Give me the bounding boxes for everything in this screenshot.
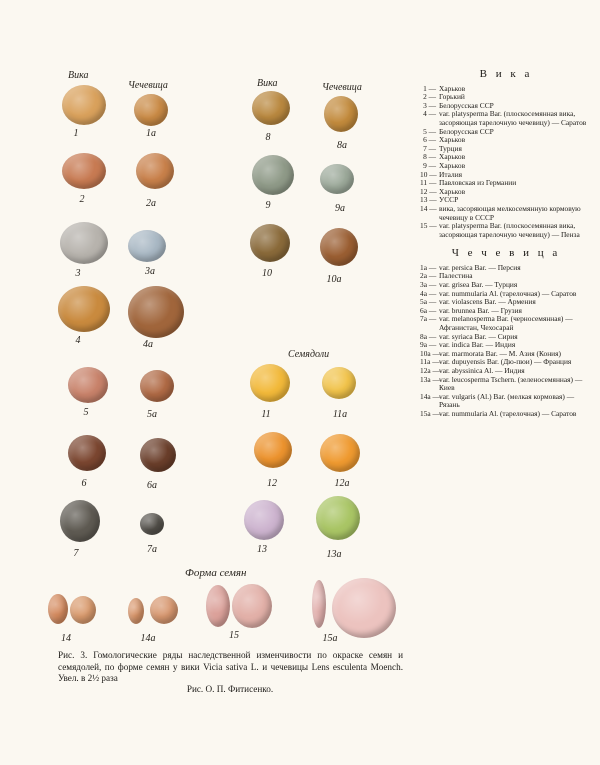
legend-vika-item-key: 1 — (423, 83, 436, 93)
legend-chechevica-item-text: var. marmorata Bar. — М. Азия (Кония) (439, 348, 561, 358)
seed-label-1а: 1а (146, 128, 156, 139)
legend-chechevica-title: Ч е ч е в и ц а (451, 247, 561, 260)
legend-chechevica-item-key: 13а — (420, 374, 440, 384)
seed-10 (250, 224, 290, 262)
seed-7а (140, 513, 164, 535)
legend-vika-item-text: УССР (439, 195, 459, 205)
seed-label-7: 7 (73, 548, 79, 559)
legend-chechevica-item-text: var. leucosperma Tschern. (зеленосемянная) — Киев (439, 374, 583, 393)
legend-chechevica-item-text: var. vulgaris (Al.) Bar. (мелкая кормовая) — Рязань (439, 391, 575, 410)
legend-vika-item (420, 205, 592, 222)
legend-chechevica-item-text: Палестина (439, 271, 473, 281)
legend-vika-item-text: Белорусская ССР (439, 100, 494, 110)
seed-label-6а: 6а (147, 480, 157, 491)
seed-6а (140, 438, 176, 472)
seed-11 (250, 364, 290, 402)
seed-8 (252, 91, 290, 125)
seed-label-3а: 3а (145, 266, 155, 277)
legend (420, 66, 592, 419)
form-seed-extra-1 (70, 596, 96, 624)
legend-chechevica-item (420, 393, 592, 410)
seed-11а (322, 367, 356, 399)
legend-chechevica-item-key: 10а — (420, 348, 440, 358)
seed-label-5а: 5а (147, 409, 157, 420)
legend-vika-title: В и к а (479, 68, 533, 80)
form-seed-extra-3 (232, 584, 272, 628)
seed-4а (128, 286, 184, 338)
seed-label-10: 10 (262, 268, 272, 279)
legend-vika-item-text: вика, засоряющая мелкосемянную кормовую чечевицу в СССР (439, 203, 581, 222)
seed-label-13а: 13а (326, 549, 342, 560)
header-chechevica-right: Чечевица (322, 82, 362, 93)
legend-chechevica-item-key: 14а — (420, 391, 440, 401)
legend-vika-item-text: Харьков (439, 83, 466, 93)
header-chechevica-left: Чечевица (128, 80, 168, 91)
seed-label-15: 15 (229, 630, 239, 641)
legend-chechevica-item-key: 15а — (420, 408, 440, 418)
legend-vika-item-key: 13 — (420, 195, 437, 205)
legend-vika-item-text: var. platysperma Bar. (плоскосемянная вика, засоряющая тарелочную чечевицу) — Пенза (439, 221, 580, 239)
legend-vika-item-key: 3 — (423, 100, 436, 110)
seed-1 (62, 85, 106, 125)
seed-10а (320, 228, 358, 266)
legend-chechevica-item (420, 376, 592, 393)
legend-chechevica-item-key: 11а — (420, 357, 440, 367)
legend-chechevica-item-text: var. violascens Bar. — Армения (439, 297, 536, 307)
seed-label-11: 11 (261, 409, 271, 420)
seed-14 (48, 594, 68, 624)
legend-chechevica-item-text: var. abyssinica Al. — Индия (439, 366, 525, 375)
legend-chechevica-item-text: var. nummularia Al. (тарелочная) — Саратов (439, 408, 577, 418)
seed-label-7а: 7а (147, 544, 157, 555)
seed-12а (320, 434, 360, 472)
legend-vika-item-text: Харьков (439, 152, 466, 162)
legend-chechevica-item-text: var. persica Bar. — Персия (439, 262, 521, 272)
legend-chechevica-item-key: 7а — (420, 314, 437, 324)
legend-chechevica-item-text: var. brunnea Bar. — Грузия (439, 305, 522, 315)
legend-vika-item-key: 5 — (423, 126, 436, 136)
legend-chechevica-item-text: var. nummularia Al. (тарелочная) — Саратов (439, 288, 577, 298)
seed-12 (254, 432, 292, 468)
legend-chechevica-item-key: 4а — (420, 288, 437, 298)
seed-label-4а: 4а (143, 339, 153, 350)
legend-vika-list (420, 85, 592, 240)
seed-3 (60, 222, 108, 264)
seed-label-2: 2 (79, 194, 85, 205)
legend-vika-item-key: 4 — (423, 109, 436, 119)
seed-label-5: 5 (83, 407, 89, 418)
seed-15а (312, 580, 326, 628)
legend-chechevica-item-key: 3а — (420, 280, 437, 290)
legend-vika-item-text: Италия (439, 169, 463, 179)
legend-chechevica-item-key: 5а — (420, 297, 437, 307)
legend-chechevica-item-key: 6а — (420, 305, 437, 315)
legend-chechevica-item-text: var. dupuyensis Bar. (Дю-пюи) — Франция (439, 357, 572, 367)
seed-7 (60, 500, 100, 542)
legend-vika-item-key: 14 — (420, 203, 437, 213)
seed-label-3: 3 (75, 268, 81, 279)
legend-vika-item-key: 9 — (423, 160, 436, 170)
legend-vika-item-key: 6 — (423, 135, 436, 145)
figure-caption: Рис. 3. Гомологические ряды наследственной изменчивости по окраске семян и семядолей, по форме семян у вики Vicia sativa L. и чечевицы Lens esculenta Moench. Увел. в 2½ раза (58, 650, 403, 683)
legend-vika-item-key: 7 — (423, 143, 436, 153)
seed-2а (136, 153, 174, 189)
legend-vika-item-key: 8 — (423, 152, 436, 162)
seed-label-13: 13 (257, 544, 267, 555)
legend-vika-item-text: Горький (439, 92, 465, 102)
seed-14а (128, 598, 144, 624)
legend-chechevica-list (420, 264, 592, 419)
seed-8а (324, 96, 358, 132)
legend-vika-item-text: Харьков (439, 160, 466, 170)
seed-9а (320, 164, 354, 194)
legend-chechevica-item (420, 315, 592, 332)
seed-5 (68, 367, 108, 403)
seed-9 (252, 155, 294, 195)
legend-vika-item-key: 11 — (420, 178, 437, 188)
legend-vika-item-key: 2 — (423, 92, 436, 102)
seed-13а (316, 496, 360, 540)
seed-1а (134, 94, 168, 126)
seed-label-8: 8 (265, 132, 271, 143)
legend-chechevica-item-key: 12а — (420, 366, 440, 375)
legend-vika-item (420, 110, 592, 127)
seed-3а (128, 230, 166, 262)
seed-label-14а: 14а (140, 633, 156, 644)
legend-chechevica-item-text: var. indica Bar. — Индия (439, 340, 516, 350)
legend-chechevica-item-key: 9а — (420, 340, 437, 350)
legend-vika-item-text: Харьков (439, 135, 466, 145)
figure-author: Рис. О. П. Фитисенко. (186, 684, 274, 694)
seed-label-9: 9 (265, 200, 271, 211)
header-forma-semyan: Форма семян (185, 567, 247, 579)
legend-chechevica-item-key: 2а — (420, 271, 437, 281)
form-seed-extra-2 (150, 596, 178, 624)
legend-chechevica-item-text: var. syriaca Bar. — Сирия (439, 331, 518, 341)
seed-5а (140, 370, 174, 402)
legend-vika-item-text: Белорусская ССР (439, 126, 494, 136)
legend-chechevica-item (420, 410, 592, 419)
legend-vika-item-text: Турция (439, 143, 462, 153)
header-vika-right: Вика (257, 78, 278, 89)
seed-6 (68, 435, 106, 471)
form-seed-extra-4 (332, 578, 396, 638)
legend-chechevica-item-text: var. grisea Bar. — Турция (439, 280, 518, 290)
seed-label-15а: 15а (322, 633, 338, 644)
seed-label-2а: 2а (146, 198, 156, 209)
header-vika-left: Вика (68, 70, 89, 81)
seed-label-8а: 8а (337, 140, 347, 151)
seed-label-6: 6 (81, 478, 87, 489)
seed-label-12: 12 (267, 478, 277, 489)
legend-vika-item-key: 15 — (420, 221, 437, 231)
seed-label-9а: 9а (335, 203, 345, 214)
legend-vika-item-key: 10 — (420, 169, 437, 179)
seed-4 (58, 286, 110, 332)
seed-label-11а: 11а (332, 409, 348, 420)
legend-vika-item-key: 12 — (420, 186, 437, 196)
legend-chechevica-item-text: var. melanosperma Bar. (черносемянная) — Афганистан, Чехосарай (439, 314, 573, 333)
seed-label-12а: 12а (334, 478, 350, 489)
seed-13 (244, 500, 284, 540)
seed-label-10а: 10а (326, 274, 342, 285)
legend-vika-item (420, 222, 592, 239)
legend-vika-item-text: var. platysperma Bar. (плоскосемянная вика, засоряющая тарелочную чечевицу) — Саратов (439, 109, 587, 127)
seed-15 (206, 585, 230, 627)
seed-label-14: 14 (61, 633, 71, 644)
legend-chechevica-item-key: 8а — (420, 331, 437, 341)
seed-label-4: 4 (75, 335, 81, 346)
legend-vika-item-text: Харьков (439, 186, 466, 196)
seed-2 (62, 153, 106, 189)
seed-label-1: 1 (73, 128, 79, 139)
legend-chechevica-item-key: 1а — (420, 262, 437, 272)
header-semyadoli: Семядоли (288, 349, 330, 360)
legend-vika-item-text: Павловская из Германии (439, 178, 517, 188)
